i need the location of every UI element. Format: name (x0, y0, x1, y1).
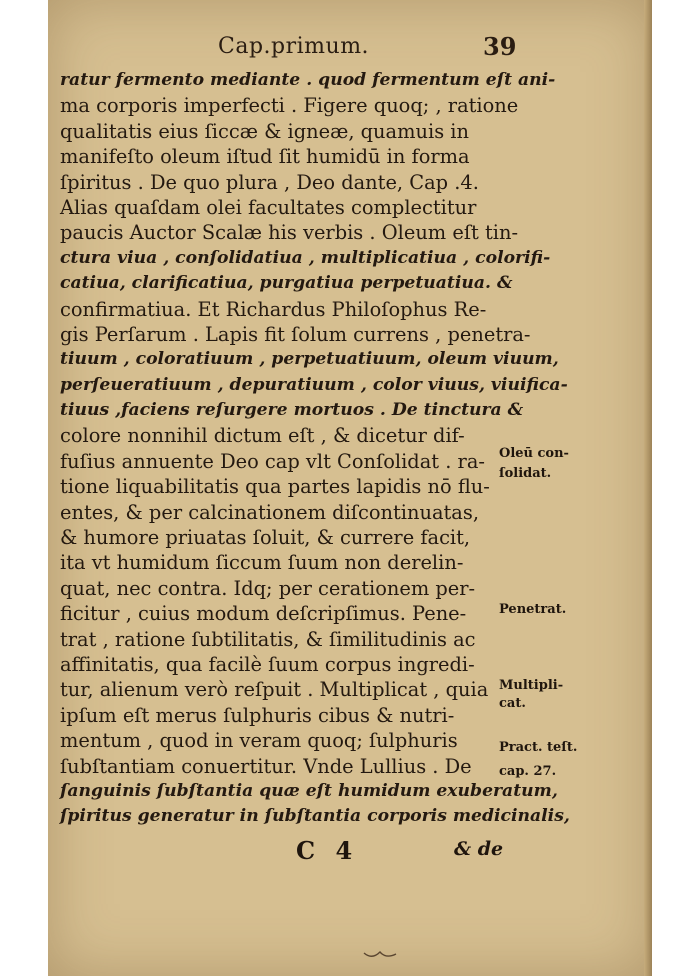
signature-mark: C 4 (296, 836, 359, 865)
text-line: ma corporis imperfecti . Figere quoq; , ratione (60, 94, 519, 118)
text-line: tiuus ,faciens reſurgere mortuos . De tinctura & (60, 400, 524, 421)
catchword: & de (454, 838, 504, 860)
marginal-note: Penetrat. (499, 602, 567, 617)
text-line: quat, nec contra. Idq; per cerationem per- (60, 576, 476, 600)
ink-mark-icon (360, 948, 400, 962)
marginal-note: Multipli- (499, 678, 564, 693)
text-line: entes, & per calcinationem diſcontinuatas, (60, 500, 479, 524)
book-page (48, 0, 652, 976)
text-line: ipſum eſt merus ſulphuris cibus & nutri- (60, 703, 455, 727)
text-line: catiua, clarificatiua, purgatiua perpetuatiua. & (60, 273, 513, 294)
text-line: qualitatis eius ſiccæ & igneæ, quamuis in (60, 119, 469, 143)
marginal-note: ſolidat. (499, 466, 552, 481)
text-line: fuſius annuente Deo cap vlt Conſolidat . ra- (60, 449, 485, 473)
running-title: Cap.primum. (218, 34, 370, 59)
text-line: & humore priuatas ſoluit, & currere facit, (60, 526, 471, 550)
text-line: mentum , quod in veram quoq; ſulphuris (60, 729, 458, 753)
text-line: affinitatis, qua facilè ſuum corpus ingredi- (60, 652, 475, 676)
text-line: ſpiritus generatur in ſubſtantia corporis medicinalis, (60, 806, 570, 827)
text-line: ſpiritus . De quo plura , Deo dante, Cap .4. (60, 170, 479, 194)
text-line: tione liquabilitatis qua partes lapidis nō flu- (60, 475, 490, 499)
text-line: tur, alienum verò reſpuit . Multiplicat , quia (60, 678, 489, 702)
text-line: ſubſtantiam conuertitur. Vnde Lullius . De (60, 754, 472, 778)
text-line: ratur fermento mediante . quod fermentum eſt ani- (60, 70, 556, 90)
text-line: ficitur , cuius modum deſcripſimus. Pene- (60, 602, 467, 626)
text-line: gis Perſarum . Lapis fit ſolum currens , penetra- (60, 322, 531, 346)
text-line: paucis Auctor Scalæ his verbis . Oleum eſt tin- (60, 221, 518, 245)
page-edge-shadow (644, 0, 652, 976)
text-line: colore nonnihil dictum eſt , & dicetur dif- (60, 424, 465, 448)
marginal-note: cap. 27. (499, 764, 557, 779)
page-header (48, 30, 652, 66)
text-line: ſanguinis ſubſtantia quæ eſt humidum exuberatum, (60, 780, 558, 801)
marginal-note: Pract. teſt. (499, 740, 578, 755)
text-line: Alias quaſdam olei facultates complectitur (60, 195, 477, 219)
text-line: perſeueratiuum , depuratiuum , color viuus, viuifica- (60, 374, 568, 395)
text-line: ctura viua , conſolidatiua , multiplicatiua , colorifi- (60, 247, 551, 268)
page-number: 39 (483, 32, 517, 61)
text-line: tiuum , coloratiuum , perpetuatiuum, oleum viuum, (60, 349, 559, 370)
text-line: trat , ratione ſubtilitatis, & ſimilitudinis ac (60, 627, 476, 651)
text-line: ita vt humidum ſiccum ſuum non derelin- (60, 551, 464, 575)
text-line: confirmatiua. Et Richardus Philoſophus Re- (60, 297, 487, 321)
marginal-note: Oleū con- (499, 446, 569, 461)
text-line: manifeſto oleum iſtud ſit humidū in forma (60, 145, 470, 169)
marginal-note: cat. (499, 696, 526, 711)
